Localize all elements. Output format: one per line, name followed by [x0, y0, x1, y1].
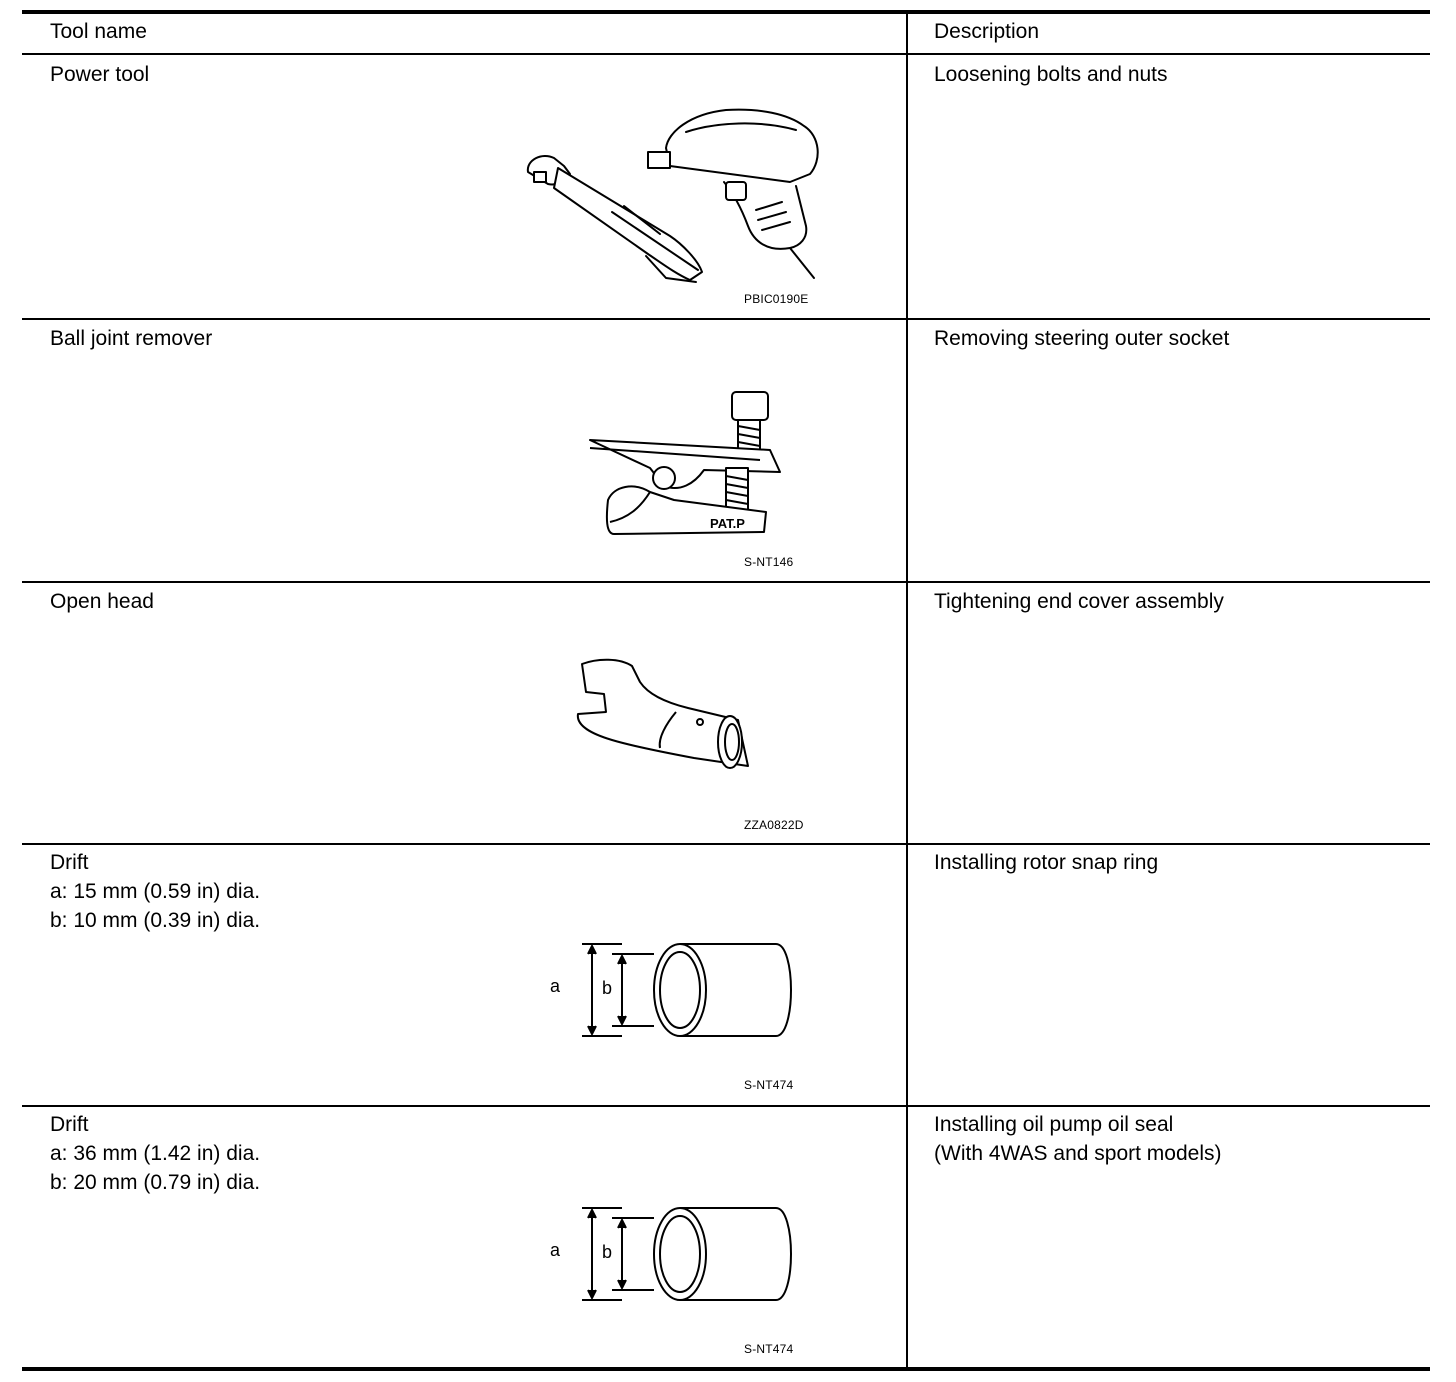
description-cell: Tightening end cover assembly — [934, 590, 1224, 613]
tool-name-cell: Power tool — [50, 63, 150, 86]
header-description: Description — [934, 20, 1040, 43]
ball-joint-remover-icon — [584, 388, 794, 538]
tool-name-cell: Drift a: 15 mm (0.59 in) dia. b: 10 mm (0.39 in) dia. — [50, 851, 261, 932]
row-divider — [22, 581, 1430, 583]
description-cell: Removing steering outer socket — [934, 327, 1230, 350]
table-bottom-rule — [22, 1367, 1430, 1371]
header-tool-name: Tool name — [50, 20, 147, 43]
figure-code: S-NT474 — [744, 1078, 794, 1092]
open-head-wrench-icon — [552, 654, 762, 784]
dimension-b-label: b — [602, 1242, 613, 1262]
figure-code: S-NT146 — [744, 555, 794, 569]
figure-code: PBIC0190E — [744, 292, 809, 306]
table-top-rule — [22, 10, 1430, 14]
tool-name-cell: Ball joint remover — [50, 327, 213, 350]
drift-icon — [550, 940, 804, 1040]
description-cell: Installing oil pump oil seal (With 4WAS and sport models) — [934, 1113, 1222, 1165]
figure-code: S-NT474 — [744, 1342, 794, 1356]
tool-name-cell: Drift a: 36 mm (1.42 in) dia. b: 20 mm (0.79 in) dia. — [50, 1113, 261, 1194]
description-cell: Loosening bolts and nuts — [934, 63, 1168, 86]
row-divider — [22, 1105, 1430, 1107]
dimension-a-label: a — [550, 976, 561, 996]
figure-label: PAT.P — [710, 516, 745, 531]
tool-name-cell: Open head — [50, 590, 154, 613]
drift-icon — [550, 1204, 804, 1304]
column-divider — [906, 14, 908, 1367]
row-divider — [22, 318, 1430, 320]
power-tool-icon — [520, 102, 820, 282]
dimension-b-label: b — [602, 978, 613, 998]
header-rule — [22, 53, 1430, 55]
figure-code: ZZA0822D — [744, 818, 804, 832]
description-cell: Installing rotor snap ring — [934, 851, 1159, 874]
dimension-a-label: a — [550, 1240, 561, 1260]
tool-table — [22, 10, 1430, 1372]
row-divider — [22, 843, 1430, 845]
